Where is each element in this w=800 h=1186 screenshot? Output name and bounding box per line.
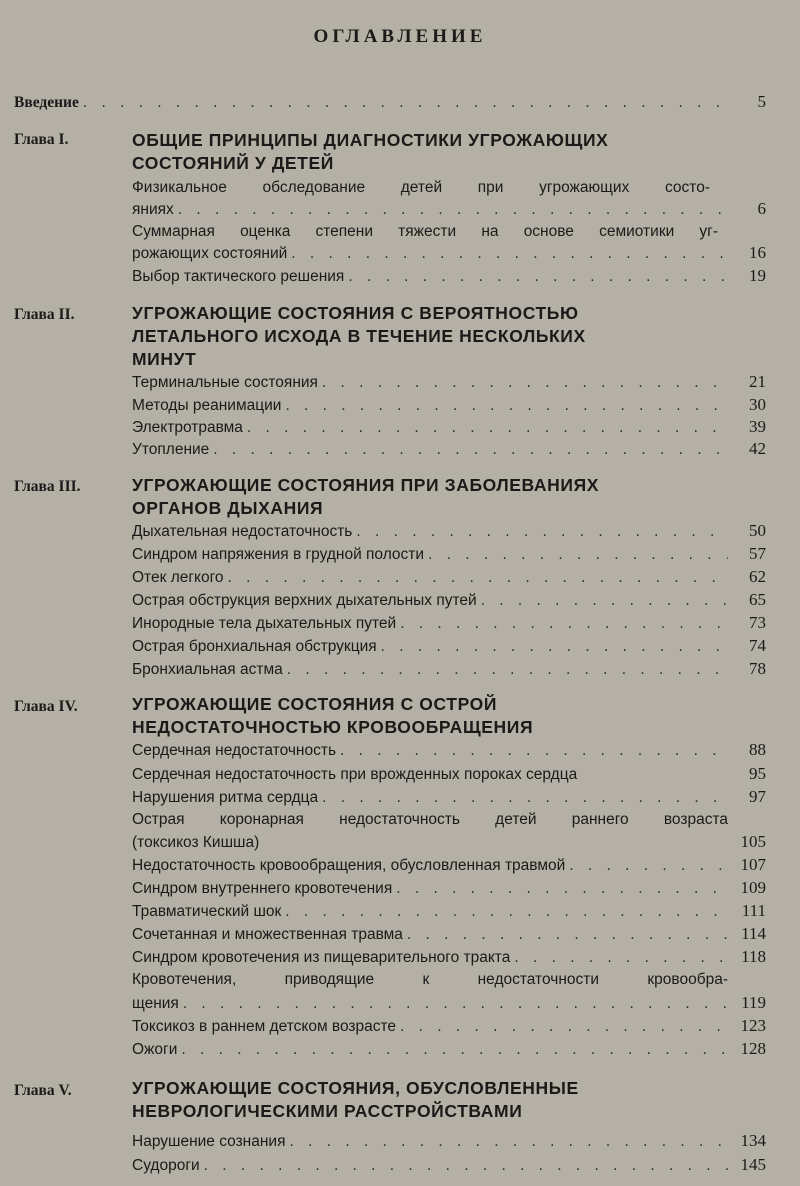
- toc-entry[interactable]: [132, 787, 766, 808]
- page-number: 105: [740, 832, 766, 851]
- page-number: 50: [749, 521, 766, 540]
- toc-entry[interactable]: [132, 395, 766, 416]
- toc-entry[interactable]: [132, 901, 766, 922]
- chapter-title-line: УГРОЖАЮЩИЕ СОСТОЯНИЯ С ОСТРОЙ: [132, 694, 497, 714]
- toc-entry-text: Острая бронхиальная обструкция: [132, 638, 377, 655]
- toc-entry-intro[interactable]: [14, 92, 766, 113]
- leader-dots: [285, 396, 728, 416]
- chapter-title-line: УГРОЖАЮЩИЕ СОСТОЯНИЯ, ОБУСЛОВЛЕННЫЕ: [132, 1078, 579, 1098]
- toc-entry[interactable]: [132, 544, 766, 565]
- leader-dots: [481, 591, 728, 611]
- leader-dots: [428, 545, 728, 565]
- toc-entry[interactable]: [132, 590, 766, 611]
- page-number: 109: [740, 878, 766, 897]
- leader-dots: [83, 93, 728, 113]
- toc-entry[interactable]: [132, 243, 766, 264]
- toc-entry-text[interactable]: Кровотечения, приводящие к недостаточности кровообра-: [132, 971, 728, 988]
- toc-entry[interactable]: [132, 1131, 766, 1152]
- toc-entry[interactable]: [132, 636, 766, 657]
- toc-entry[interactable]: [132, 417, 766, 438]
- toc-entry[interactable]: [132, 947, 766, 968]
- toc-entry-text: Сочетанная и множественная травма: [132, 926, 403, 943]
- page-title: ОГЛАВЛЕНИЕ: [313, 26, 487, 47]
- toc-entry-text: Нарушения ритма сердца: [132, 789, 319, 806]
- toc-entry-text: Бронхиальная астма: [132, 661, 283, 678]
- toc-entry-text: Отек легкого: [132, 569, 224, 586]
- leader-dots: [291, 244, 728, 264]
- toc-entry-text: Сердечная недостаточность: [132, 742, 337, 759]
- page-number: 16: [749, 243, 766, 262]
- leader-dots: [322, 788, 728, 808]
- toc-entry[interactable]: [132, 1155, 766, 1176]
- page-number: 78: [749, 659, 766, 678]
- leader-dots: [178, 200, 728, 220]
- toc-entry[interactable]: [132, 659, 766, 680]
- page-number: 134: [740, 1131, 766, 1150]
- leader-dots: [381, 637, 728, 657]
- chapter-title-line: ЛЕТАЛЬНОГО ИСХОДА В ТЕЧЕНИЕ НЕСКОЛЬКИХ: [132, 326, 586, 346]
- chapter-title-line: ОБЩИЕ ПРИНЦИПЫ ДИАГНОСТИКИ УГРОЖАЮЩИХ: [132, 130, 609, 150]
- page-number: 119: [741, 993, 766, 1012]
- toc-entry-text: яниях: [132, 201, 174, 218]
- page-number: 62: [749, 567, 766, 586]
- leader-dots: [322, 373, 728, 393]
- page-number: 57: [749, 544, 766, 563]
- toc-entry[interactable]: [132, 855, 766, 876]
- toc-entry-text: Сердечная недостаточность при врожденных пороках сердца: [132, 766, 578, 783]
- leader-dots: [183, 994, 728, 1014]
- leader-dots: [285, 902, 728, 922]
- page-number: 97: [749, 787, 766, 806]
- toc-entry-text: рожающих состояний: [132, 245, 288, 262]
- toc-entry-text: Нарушение сознания: [132, 1133, 286, 1150]
- page-number: 39: [749, 417, 766, 436]
- page-number: 19: [749, 266, 766, 285]
- page-number: 145: [740, 1155, 766, 1174]
- leader-dots: [514, 948, 728, 968]
- toc-entry[interactable]: [132, 199, 766, 220]
- leader-dots: [228, 568, 728, 588]
- toc-entry[interactable]: [132, 764, 766, 785]
- toc-entry-text: Синдром внутреннего кровотечения: [132, 880, 393, 897]
- chapter-label: Глава IV.: [14, 698, 78, 715]
- page-number: 42: [749, 439, 766, 458]
- toc-entry[interactable]: [132, 372, 766, 393]
- chapter-title-line: НЕДОСТАТОЧНОСТЬЮ КРОВООБРАЩЕНИЯ: [132, 717, 534, 737]
- page-number: 21: [749, 372, 766, 391]
- leader-dots: [407, 925, 728, 945]
- toc-entry-text[interactable]: Суммарная оценка степени тяжести на основе семиотики уг-: [132, 223, 718, 240]
- toc-entry-text: Электротравма: [132, 419, 243, 436]
- toc-entry-text: Методы реанимации: [132, 397, 282, 414]
- page-number: 107: [740, 855, 766, 874]
- toc-entry-text: (токсикоз Кишша): [132, 834, 260, 851]
- chapter-label: Глава II.: [14, 306, 75, 323]
- toc-entry[interactable]: [132, 567, 766, 588]
- page-number: 118: [741, 947, 766, 966]
- page-number: 65: [749, 590, 766, 609]
- toc-entry-text: Синдром напряжения в грудной полости: [132, 546, 425, 563]
- toc-entry-text: Острая обструкция верхних дыхательных путей: [132, 592, 477, 609]
- leader-dots: [247, 418, 728, 438]
- toc-entry-text: Выбор тактического решения: [132, 268, 345, 285]
- leader-dots: [204, 1156, 728, 1176]
- leader-dots: [400, 614, 728, 634]
- page-number: 128: [740, 1039, 766, 1058]
- leader-dots: [348, 267, 728, 287]
- toc-entry-text: Недостаточность кровообращения, обусловленная травмой: [132, 857, 566, 874]
- toc-entry[interactable]: [132, 521, 766, 542]
- toc-entry-text: Утопление: [132, 441, 210, 458]
- chapter-title-line: СОСТОЯНИЙ У ДЕТЕЙ: [132, 153, 334, 173]
- leader-dots: [356, 522, 728, 542]
- toc-entry[interactable]: [132, 266, 766, 287]
- leader-dots: [289, 1132, 728, 1152]
- toc-entry-text[interactable]: Острая коронарная недостаточность детей раннего возраста: [132, 811, 728, 828]
- page-number: 5: [757, 92, 766, 111]
- toc-entry-text: Травматический шок: [132, 903, 282, 920]
- toc-entry[interactable]: [132, 613, 766, 634]
- chapter-label: Глава III.: [14, 478, 81, 495]
- chapter-label: Глава V.: [14, 1082, 72, 1099]
- leader-dots: [287, 660, 728, 680]
- leader-dots: [340, 741, 728, 761]
- intro-label: Введение: [14, 94, 79, 111]
- page-number: 88: [749, 740, 766, 759]
- toc-entry-text: Синдром кровотечения из пищеварительного тракта: [132, 949, 511, 966]
- page-number: 6: [757, 199, 766, 218]
- toc-entry-text[interactable]: Физикальное обследование детей при угрожающих состо-: [132, 179, 710, 196]
- page-number: 95: [749, 764, 766, 783]
- toc-entry[interactable]: [132, 993, 766, 1014]
- chapter-title-line: НЕВРОЛОГИЧЕСКИМИ РАССТРОЙСТВАМИ: [132, 1101, 523, 1121]
- page-number: 111: [741, 901, 766, 920]
- toc-entry-text: Дыхательная недостаточность: [132, 523, 353, 540]
- page-number: 114: [741, 924, 766, 943]
- page-number: 74: [749, 636, 766, 655]
- toc-entry[interactable]: [132, 878, 766, 899]
- leader-dots: [396, 879, 728, 899]
- page-number: 30: [749, 395, 766, 414]
- leader-dots: [181, 1040, 728, 1060]
- toc-entry-text: щения: [132, 995, 179, 1012]
- toc-entry[interactable]: [132, 1039, 766, 1060]
- toc-entry-text: Инородные тела дыхательных путей: [132, 615, 397, 632]
- leader-dots: [400, 1017, 728, 1037]
- chapter-title-line: УГРОЖАЮЩИЕ СОСТОЯНИЯ ПРИ ЗАБОЛЕВАНИЯХ: [132, 475, 600, 495]
- chapter-title-line: УГРОЖАЮЩИЕ СОСТОЯНИЯ С ВЕРОЯТНОСТЬЮ: [132, 303, 579, 323]
- toc-entry-text: Токсикоз в раннем детском возрасте: [132, 1018, 397, 1035]
- toc-entry[interactable]: [132, 439, 766, 460]
- toc-entry-text: Судороги: [132, 1157, 200, 1174]
- page-number: 123: [740, 1016, 766, 1035]
- leader-dots: [569, 856, 728, 876]
- leader-dots: [213, 440, 728, 460]
- toc-entry-text: Ожоги: [132, 1041, 178, 1058]
- toc-entry[interactable]: [132, 740, 766, 761]
- toc-entry[interactable]: [132, 1016, 766, 1037]
- chapter-title-line: МИНУТ: [132, 349, 197, 369]
- toc-entry-text: Терминальные состояния: [132, 374, 318, 391]
- page-number: 73: [749, 613, 766, 632]
- chapter-label: Глава I.: [14, 131, 69, 148]
- chapter-title-line: ОРГАНОВ ДЫХАНИЯ: [132, 498, 324, 518]
- toc-entry[interactable]: [132, 924, 766, 945]
- toc-entry[interactable]: [132, 832, 766, 853]
